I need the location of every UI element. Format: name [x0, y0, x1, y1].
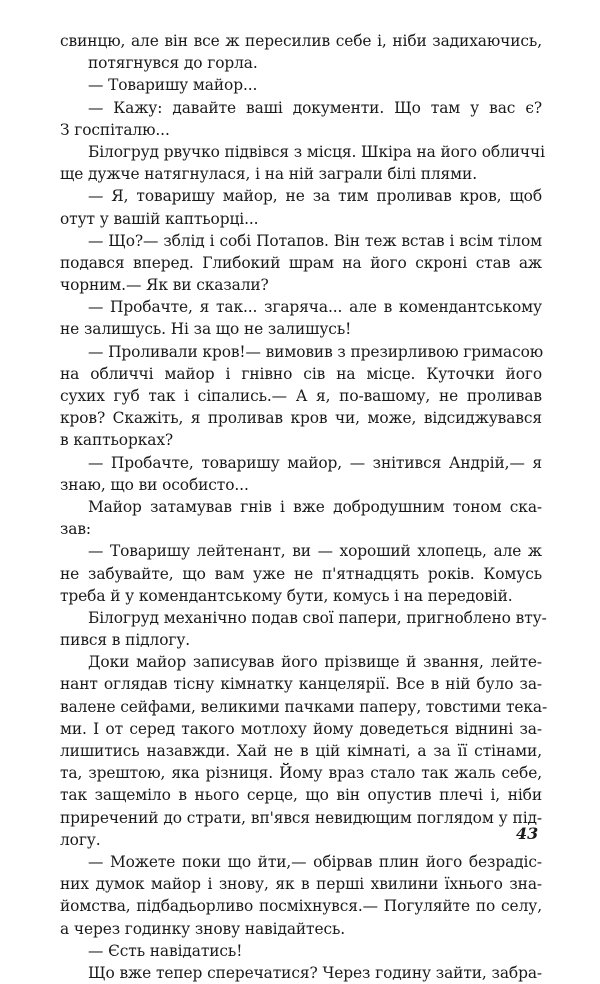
text-line: нант оглядав тісну кімнатку канцелярії. Все в ній було за-: [60, 675, 542, 694]
text-line: — Я, товаришу майор, не за тим проливав кров, щоб: [88, 187, 542, 206]
text-line: Що вже тепер сперечатися? Через годину зайти, забра-: [88, 963, 542, 982]
text-line: Майор затамував гнів і вже добродушним тоном ска-: [88, 497, 542, 516]
text-line: ми. І от серед такого мотлоху йому доведеться віднині за-: [60, 719, 542, 738]
text-line: кров? Скажіть, я проливав кров чи, може, відсиджувався: [60, 409, 542, 428]
text-line: треба й у комендантському бути, комусь і на передовій.: [60, 586, 513, 605]
text-line: валене сейфами, великими пачками паперу, товстими тека-: [60, 697, 548, 716]
text-line: ще дужче натягнулася, і на ній заграли білі плями.: [60, 165, 477, 184]
text-line: не забувайте, що вам уже не п'ятнадцять років. Комусь: [60, 564, 542, 583]
text-line: — Пробачте, товаришу майор, — знітився Андрій,— я: [88, 453, 542, 472]
text-line: чорним.— Як ви сказали?: [60, 276, 269, 295]
text-line: — Що?— зблід і собі Потапов. Він теж встав і всім тілом: [88, 231, 542, 250]
text-line: отут у вашій каптьорці...: [60, 209, 259, 228]
text-line: свинцю, але він все ж пересилив себе і, ніби задихаючись,: [60, 32, 542, 50]
text-line: приречений до страти, вп'явся невидющим поглядом у під-: [60, 808, 542, 827]
text-line: йомства, підбадьорливо посміхнувся.— Погуляйте по селу,: [60, 897, 542, 916]
text-line: — Проливали кров!— вимовив з презирливою гримасою: [88, 342, 544, 361]
text-line: в каптьорках?: [60, 431, 174, 450]
text-line: логу.: [60, 830, 101, 849]
text-line: — Товаришу лейтенант, ви — хороший хлопець, але ж: [88, 542, 542, 561]
text-line: них думок майор і знову, як в перші хвилини їхнього зна-: [60, 875, 542, 894]
text-line: сухих губ так і сіпались.— А я, по-вашому, не проливав: [60, 387, 542, 405]
text-line: — Пробачте, я так... згаряча... але в комендантському: [88, 298, 542, 317]
text-line: Білогруд рвучко підвівся з місця. Шкіра на його обличчі: [88, 142, 545, 161]
text-line: — Кажу: давайте ваші документи. Що там у вас є?: [88, 98, 542, 117]
text-line: на обличчі майор і гнівно сів на місце. Куточки його: [60, 364, 542, 383]
text-line: подався вперед. Глибокий шрам на його скроні став аж: [60, 253, 542, 272]
text-line: а через годинку знову навідайтесь.: [60, 919, 346, 938]
text-line: Доки майор записував його прізвище й звання, лейте-: [88, 653, 542, 672]
text-line: не залишусь. Ні за що не залишусь!: [60, 320, 352, 339]
text-line: лишитись назавжди. Хай не в цій кімнаті, а за її стінами,: [60, 742, 542, 760]
text-line: зав:: [60, 520, 92, 539]
text-line: — Єсть навідатись!: [88, 941, 243, 960]
text-line: З госпіталю...: [60, 120, 170, 139]
text-line: — Товаришу майор...: [88, 76, 258, 95]
book-page: [60, 30, 548, 984]
text-line: так защеміло в нього серце, що він опустив плечі і, ніби: [60, 786, 542, 805]
text-line: Білогруд механічно подав свої папери, пригноблено вту-: [88, 608, 547, 627]
text-line: — Можете поки що йти,— обірвав плин його безрадіс-: [88, 852, 542, 871]
text-line: потягнувся до горла.: [88, 54, 258, 73]
text-line: та, зрештою, яка різниця. Йому враз стало так жаль себе,: [60, 764, 542, 783]
text-line: пився в підлогу.: [60, 631, 191, 650]
page-number: 43: [516, 824, 539, 843]
text-line: знаю, що ви особисто...: [60, 475, 249, 494]
